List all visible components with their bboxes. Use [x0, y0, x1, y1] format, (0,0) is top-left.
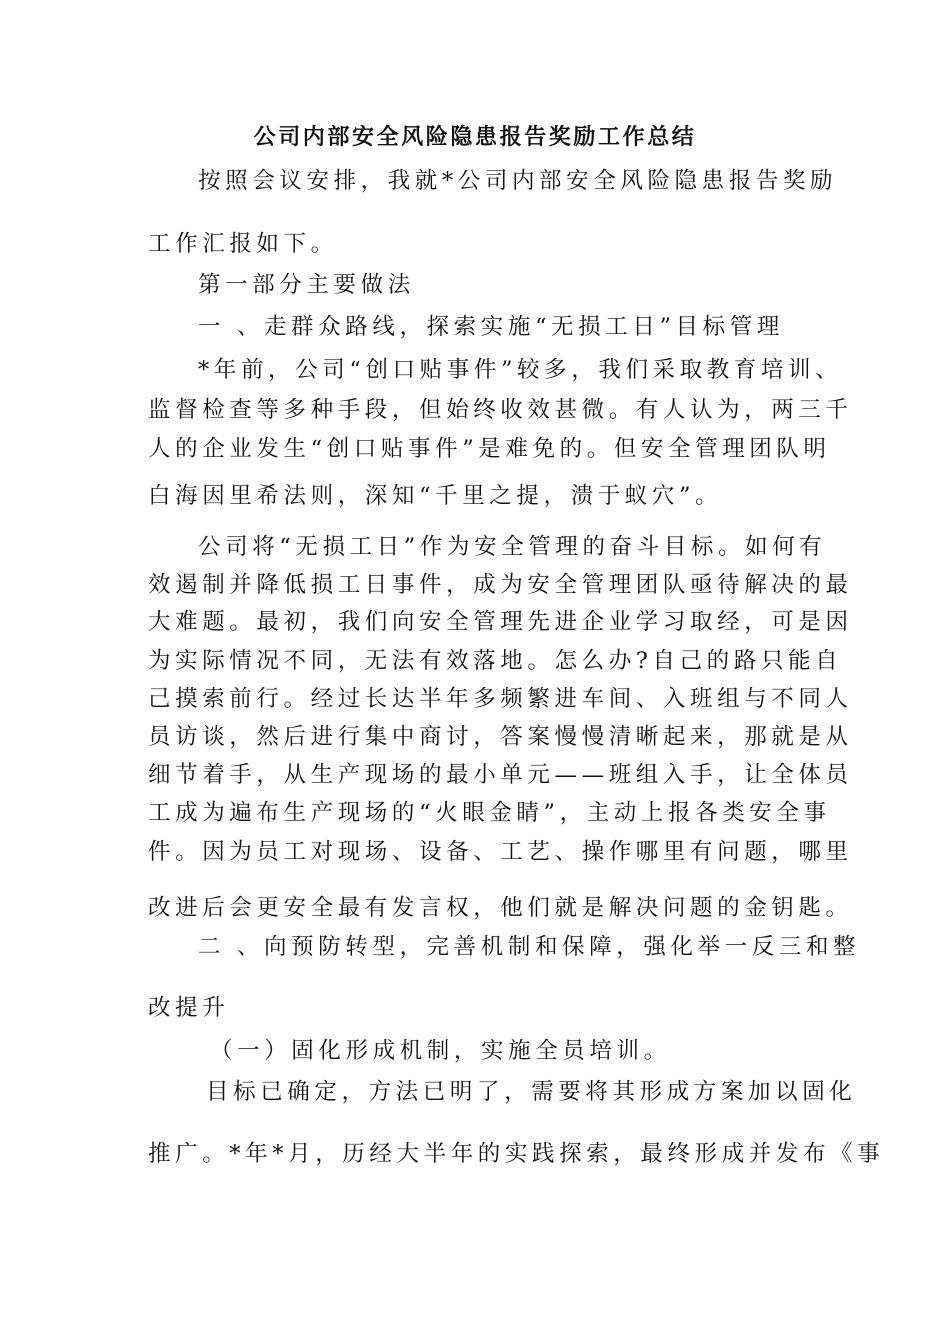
section-heading: 第一部分主要做法	[198, 272, 415, 298]
paragraph-line: 细节着手，从生产现场的最小单元——班组入手，让全体员	[148, 762, 853, 788]
paragraph-line: *年前，公司“创口贴事件”较多，我们采取教育培训、	[198, 357, 843, 383]
section-heading: 一 、走群众路线，探索实施“无损工日”目标管理	[198, 314, 784, 340]
subsection-heading: （一）固化形成机制，实施全员培训。	[210, 1038, 671, 1064]
paragraph-line: 工作汇报如下。	[148, 231, 338, 257]
paragraph-line: 为实际情况不同，无法有效落地。怎么办?自己的路只能自	[148, 648, 843, 674]
paragraph-line: 人的企业发生“创口贴事件”是难免的。但安全管理团队明	[148, 436, 831, 462]
paragraph-line: 件。因为员工对现场、设备、工艺、操作哪里有问题，哪里	[148, 839, 853, 865]
section-heading: 二 、向预防转型，完善机制和保障，强化举一反三和整	[198, 934, 861, 960]
paragraph-line: 效遏制并降低损工日事件，成为安全管理团队亟待解决的最	[148, 572, 853, 598]
document-title: 公司内部安全风险隐患报告奖励工作总结	[253, 124, 697, 150]
paragraph-line: 改进后会更安全最有发言权，他们就是解决问题的金钥匙。	[148, 895, 853, 921]
paragraph-line: 白海因里希法则，深知“千里之提，溃于蚁穴”。	[148, 483, 723, 509]
paragraph-line: 己摸索前行。经过长达半年多频繁进车间、入班组与不同人	[148, 686, 853, 712]
paragraph-line: 监督检查等多种手段，但始终收效甚微。有人认为，两三千	[148, 397, 853, 423]
paragraph-line: 员访谈，然后进行集中商讨，答案慢慢清晰起来，那就是从	[148, 724, 853, 750]
paragraph-line: 推广。*年*月，历经大半年的实践探索，最终形成并发布《事	[148, 1141, 885, 1167]
paragraph-line: 目标已确定，方法已明了，需要将其形成方案加以固化	[206, 1079, 857, 1105]
paragraph-line: 工成为遍布生产现场的“火眼金睛”，主动上报各类安全事	[148, 800, 831, 826]
paragraph-line: 公司将“无损工日”作为安全管理的奋斗目标。如何有	[198, 534, 827, 560]
section-heading: 改提升	[148, 995, 230, 1021]
paragraph-line: 大难题。最初，我们向安全管理先进企业学习取经，可是因	[148, 609, 853, 635]
paragraph-line: 按照会议安排，我就*公司内部安全风险隐患报告奖励	[198, 168, 838, 194]
